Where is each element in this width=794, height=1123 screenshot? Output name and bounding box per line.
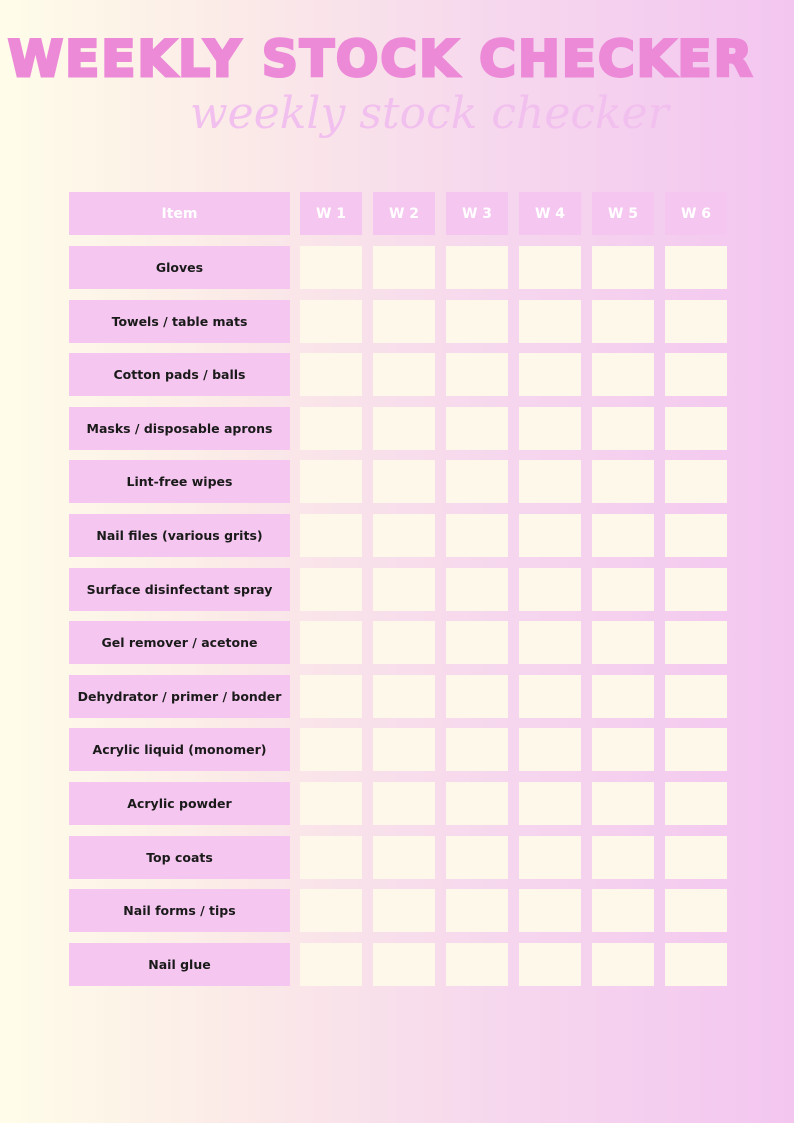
stock-check-cell[interactable] [592, 728, 654, 771]
stock-check-cell[interactable] [519, 782, 581, 825]
stock-check-cell[interactable] [665, 943, 727, 986]
stock-check-cell[interactable] [373, 728, 435, 771]
stock-check-cell[interactable] [665, 889, 727, 932]
stock-check-cell[interactable] [519, 300, 581, 343]
stock-check-cell[interactable] [446, 943, 508, 986]
stock-check-cell[interactable] [446, 300, 508, 343]
item-label: Nail glue [69, 943, 290, 986]
stock-check-cell[interactable] [300, 728, 362, 771]
stock-check-cell[interactable] [592, 514, 654, 557]
stock-check-cell[interactable] [665, 836, 727, 879]
stock-check-cell[interactable] [300, 460, 362, 503]
page-title: WEEKLY STOCK CHECKER [7, 30, 755, 88]
stock-check-cell[interactable] [300, 943, 362, 986]
stock-check-cell[interactable] [373, 621, 435, 664]
item-label: Lint-free wipes [69, 460, 290, 503]
stock-check-cell[interactable] [300, 568, 362, 611]
stock-check-cell[interactable] [592, 943, 654, 986]
stock-check-cell[interactable] [300, 782, 362, 825]
stock-check-cell[interactable] [592, 836, 654, 879]
stock-check-cell[interactable] [592, 889, 654, 932]
stock-check-cell[interactable] [373, 246, 435, 289]
stock-check-cell[interactable] [446, 353, 508, 396]
stock-check-cell[interactable] [592, 621, 654, 664]
stock-check-cell[interactable] [300, 407, 362, 450]
stock-check-cell[interactable] [592, 353, 654, 396]
item-label: Gel remover / acetone [69, 621, 290, 664]
stock-check-cell[interactable] [519, 621, 581, 664]
stock-check-cell[interactable] [446, 621, 508, 664]
stock-check-cell[interactable] [519, 943, 581, 986]
stock-check-cell[interactable] [665, 246, 727, 289]
item-label: Nail forms / tips [69, 889, 290, 932]
week-column-header: W 1 [300, 192, 362, 235]
item-label: Acrylic liquid (monomer) [69, 728, 290, 771]
stock-check-cell[interactable] [519, 514, 581, 557]
item-label: Gloves [69, 246, 290, 289]
stock-check-cell[interactable] [519, 889, 581, 932]
stock-check-cell[interactable] [446, 407, 508, 450]
stock-check-cell[interactable] [519, 675, 581, 718]
item-label: Masks / disposable aprons [69, 407, 290, 450]
page-subtitle: weekly stock checker [190, 88, 669, 139]
stock-check-cell[interactable] [373, 782, 435, 825]
stock-check-cell[interactable] [665, 300, 727, 343]
stock-check-cell[interactable] [373, 943, 435, 986]
week-column-header: W 2 [373, 192, 435, 235]
stock-check-cell[interactable] [373, 568, 435, 611]
stock-check-cell[interactable] [665, 460, 727, 503]
stock-check-cell[interactable] [300, 621, 362, 664]
stock-check-cell[interactable] [519, 353, 581, 396]
stock-check-cell[interactable] [592, 568, 654, 611]
stock-check-cell[interactable] [592, 782, 654, 825]
stock-check-cell[interactable] [300, 675, 362, 718]
stock-check-cell[interactable] [446, 514, 508, 557]
week-column-header: W 3 [446, 192, 508, 235]
stock-check-cell[interactable] [373, 889, 435, 932]
stock-check-cell[interactable] [300, 836, 362, 879]
stock-check-cell[interactable] [373, 407, 435, 450]
stock-check-cell[interactable] [446, 568, 508, 611]
stock-check-cell[interactable] [446, 675, 508, 718]
stock-check-cell[interactable] [373, 353, 435, 396]
stock-check-cell[interactable] [519, 568, 581, 611]
stock-check-cell[interactable] [592, 246, 654, 289]
stock-check-cell[interactable] [519, 460, 581, 503]
stock-check-cell[interactable] [446, 836, 508, 879]
stock-check-cell[interactable] [665, 782, 727, 825]
stock-check-cell[interactable] [373, 836, 435, 879]
stock-check-cell[interactable] [446, 246, 508, 289]
item-label: Dehydrator / primer / bonder [69, 675, 290, 718]
stock-check-cell[interactable] [665, 568, 727, 611]
stock-check-cell[interactable] [592, 460, 654, 503]
stock-check-cell[interactable] [446, 460, 508, 503]
item-label: Nail files (various grits) [69, 514, 290, 557]
week-column-header: W 6 [665, 192, 727, 235]
stock-check-cell[interactable] [373, 675, 435, 718]
stock-check-cell[interactable] [373, 300, 435, 343]
stock-check-cell[interactable] [519, 836, 581, 879]
stock-check-cell[interactable] [519, 407, 581, 450]
stock-check-cell[interactable] [446, 889, 508, 932]
stock-check-cell[interactable] [300, 514, 362, 557]
stock-check-cell[interactable] [373, 514, 435, 557]
stock-check-cell[interactable] [665, 514, 727, 557]
stock-check-cell[interactable] [665, 353, 727, 396]
stock-check-cell[interactable] [300, 246, 362, 289]
week-column-header: W 4 [519, 192, 581, 235]
stock-check-cell[interactable] [446, 728, 508, 771]
item-label: Acrylic powder [69, 782, 290, 825]
stock-check-cell[interactable] [519, 728, 581, 771]
stock-check-cell[interactable] [300, 300, 362, 343]
stock-check-cell[interactable] [300, 889, 362, 932]
week-column-header: W 5 [592, 192, 654, 235]
item-label: Towels / table mats [69, 300, 290, 343]
stock-check-cell[interactable] [592, 407, 654, 450]
item-label: Top coats [69, 836, 290, 879]
stock-check-cell[interactable] [300, 353, 362, 396]
stock-check-cell[interactable] [592, 300, 654, 343]
stock-check-cell[interactable] [665, 621, 727, 664]
stock-check-cell[interactable] [665, 728, 727, 771]
item-column-header: Item [69, 192, 290, 235]
stock-check-cell[interactable] [446, 782, 508, 825]
stock-check-cell[interactable] [519, 246, 581, 289]
item-label: Cotton pads / balls [69, 353, 290, 396]
stock-check-cell[interactable] [373, 460, 435, 503]
stock-check-cell[interactable] [665, 675, 727, 718]
stock-check-cell[interactable] [592, 675, 654, 718]
item-label: Surface disinfectant spray [69, 568, 290, 611]
stock-check-cell[interactable] [665, 407, 727, 450]
